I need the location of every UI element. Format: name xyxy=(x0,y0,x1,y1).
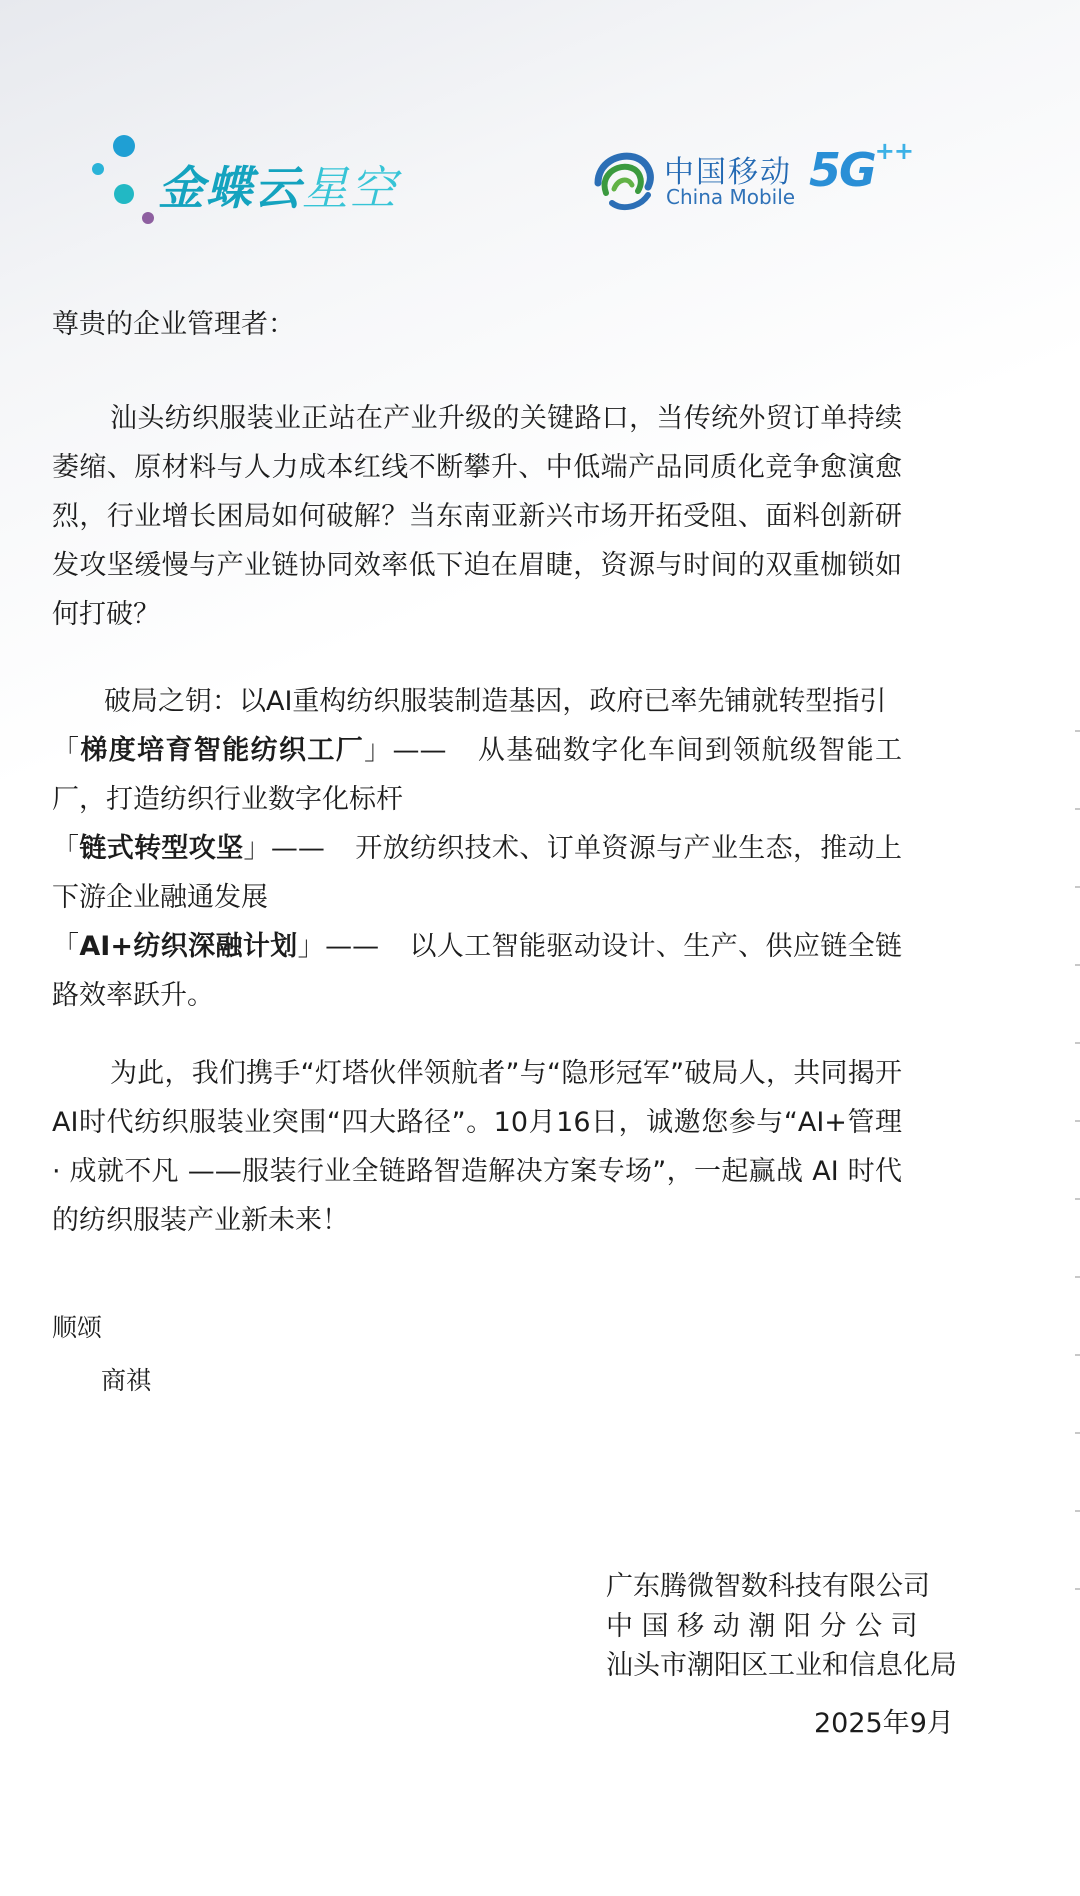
5g-logo: 5G++ xyxy=(809,137,913,197)
initiative-3-title: AI+纺织深融计划 xyxy=(79,931,298,962)
kingdee-logo xyxy=(90,132,420,232)
initiative-3-desc: 以人工智能驱动设计、生产、供应链全链路效率跃升。 xyxy=(52,931,903,1011)
initiative-2-desc: 开放纺织技术、订单资源与产业生态，推动上下游企业融通发展 xyxy=(52,833,903,913)
signature-date: 2025年9月 xyxy=(814,1708,954,1739)
paragraph-3: 为此，我们携手“灯塔伙伴领航者”与“隐形冠军”破局人，共同揭开AI时代纺织服装业突围“四大路径”。10月16日，诚邀您参与“AI+管理 · 成就不凡 ——服装行业全链路智造解决方案专场”，一起赢战 AI 时代的纺织服装产业新未来！ xyxy=(52,1058,902,1236)
closing-line-2: 商祺 xyxy=(101,1366,152,1395)
china-mobile-cn: 中国移动 xyxy=(664,155,792,190)
initiative-1-title: 梯度培育智能纺织工厂 xyxy=(80,735,365,766)
signature-org-2: 中 国 移 动 潮 阳 分 公 司 xyxy=(606,1611,918,1642)
initiative-1-desc: 从基础数字化车间到领航级智能工厂，打造纺织行业数字化标杆 xyxy=(52,735,903,815)
initiative-item-3: 「AI+纺织深融计划」—— 以人工智能驱动设计、生产、供应链全链路效率跃升。 xyxy=(52,931,903,1011)
initiative-2-title: 链式转型攻坚 xyxy=(79,833,244,864)
china-mobile-logo xyxy=(592,137,913,223)
closing-line-1: 顺颂 xyxy=(52,1313,103,1342)
initiative-item-2: 「链式转型攻坚」—— 开放纺织技术、订单资源与产业生态，推动上下游企业融通发展 xyxy=(52,833,903,913)
signature-org-3: 汕头市潮阳区工业和信息化局 xyxy=(606,1650,957,1681)
paragraph-1: 汕头纺织服装业正站在产业升级的关键路口，当传统外贸订单持续萎缩、原材料与人力成本红线不断攀升、中低端产品同质化竞争愈演愈烈，行业增长困局如何破解？当东南亚新兴市场开拓受阻、面料创新研发攻坚缓慢与产业链协同效率低下迫在眉睫，资源与时间的双重枷锁如何打破？ xyxy=(52,403,902,630)
salutation: 尊贵的企业管理者： xyxy=(52,309,295,340)
china-mobile-en: China Mobile xyxy=(666,185,796,209)
signature-org-1: 广东腾微智数科技有限公司 xyxy=(606,1571,930,1602)
kingdee-dots-icon xyxy=(90,132,160,232)
kingdee-wordmark: 金蝶云星空 xyxy=(158,161,398,215)
initiative-item-1: 「梯度培育智能纺织工厂」—— 从基础数字化车间到领航级智能工厂，打造纺织行业数字化标杆 xyxy=(52,735,903,815)
china-mobile-emblem-icon xyxy=(592,149,656,213)
edge-ticks xyxy=(1074,730,1080,1630)
paragraph-2-intro: 破局之钥：以AI重构纺织服装制造基因，政府已率先铺就转型指引 xyxy=(104,686,887,717)
